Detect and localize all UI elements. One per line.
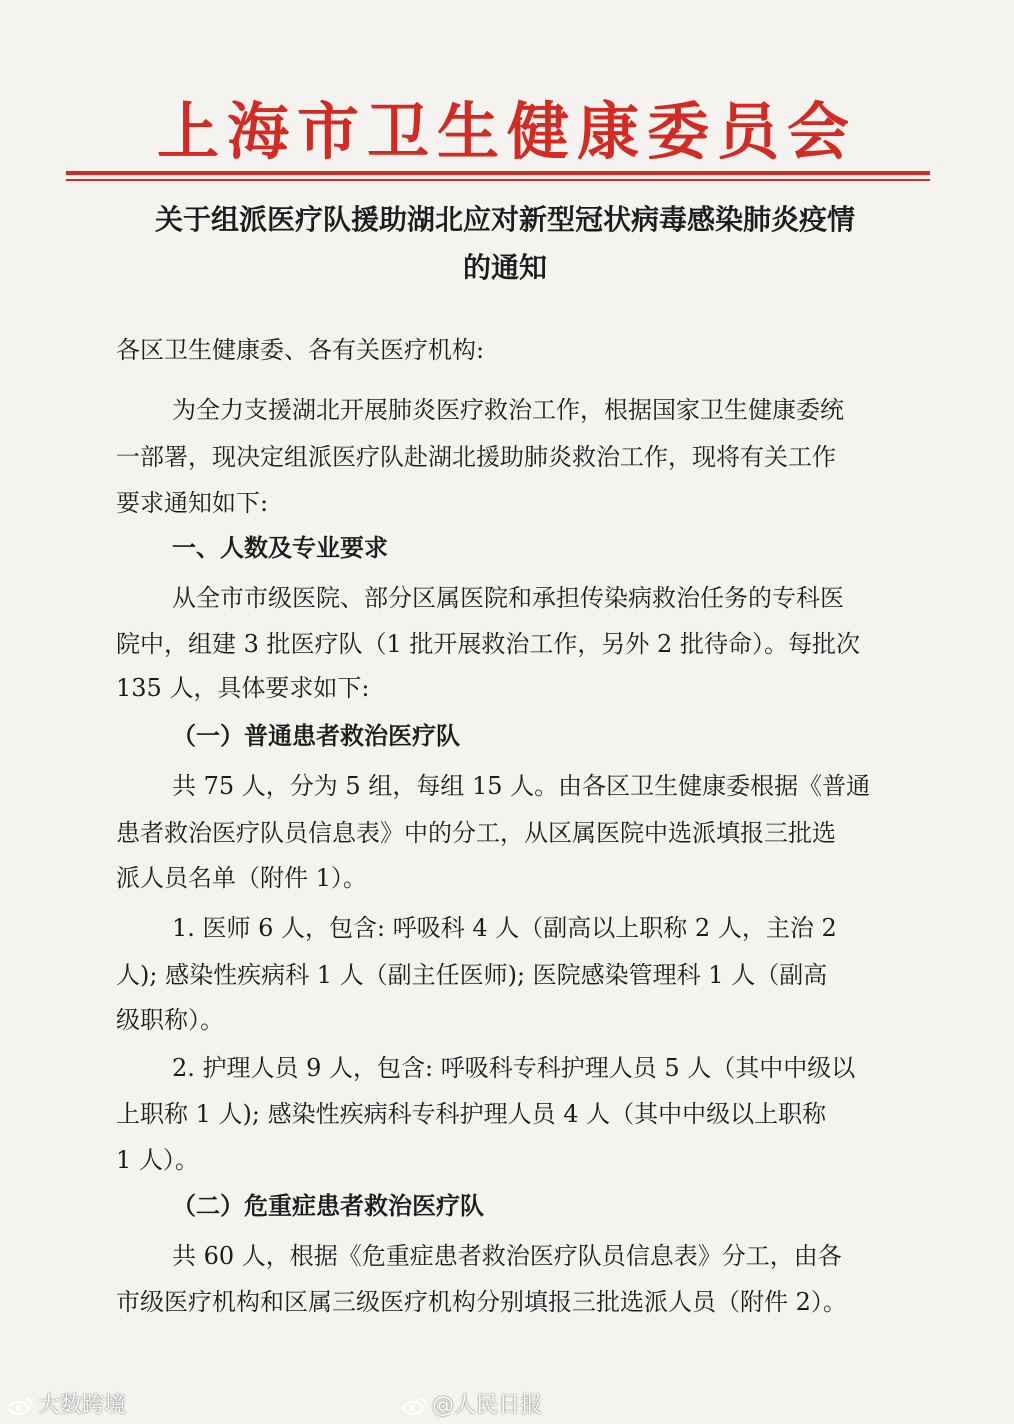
document-title (100, 196, 910, 292)
watermark-left (8, 1388, 126, 1419)
subsection-1-line-2: 患者救治医疗队员信息表》中的分工，从区属医院中选派填报三批选 (116, 819, 836, 847)
item-2-line-2: 上职称 1 人); 感染性疾病科专科护理人员 4 人（其中中级以上职称 (116, 1100, 827, 1128)
subsection-1-heading: （一）普通患者救治医疗队 (172, 722, 460, 750)
subsection-2-heading: （二）危重症患者救治医疗队 (172, 1192, 484, 1220)
red-header-rule-thin (66, 179, 930, 181)
item-2-line-1: 2. 护理人员 9 人，包含: 呼吸科专科护理人员 5 人（其中中级以 (172, 1054, 856, 1082)
item-1-line-2: 人); 感染性疾病科 1 人（副主任医师); 医院感染管理科 1 人（副高 (116, 961, 828, 989)
intro-line-1: 为全力支援湖北开展肺炎医疗救治工作，根据国家卫生健康委统 (172, 396, 844, 424)
title-line-1: 关于组派医疗队援助湖北应对新型冠状病毒感染肺炎疫情 (154, 203, 855, 236)
section-1-line-3: 135 人，具体要求如下: (116, 674, 370, 702)
watermark-center (402, 1388, 542, 1419)
weibo-icon (8, 1397, 34, 1415)
item-1-line-1: 1. 医师 6 人，包含: 呼吸科 4 人（副高以上职称 2 人，主治 2 (172, 914, 837, 942)
item-1-line-3: 级职称）。 (116, 1006, 224, 1034)
section-1-heading: 一、人数及专业要求 (172, 534, 388, 562)
red-header-rule (66, 171, 930, 175)
watermark-center-text: @人民日报 (432, 1393, 543, 1418)
organization-header: 上海市卫生健康委员会 (156, 95, 857, 168)
weibo-icon (402, 1397, 428, 1415)
salutation: 各区卫生健康委、各有关医疗机构: (116, 336, 485, 364)
subsection-2-line-1: 共 60 人，根据《危重症患者救治医疗队员信息表》分工，由各 (172, 1242, 842, 1270)
section-1-line-1: 从全市市级医院、部分区属医院和承担传染病救治任务的专科医 (172, 584, 844, 612)
section-1-line-2: 院中，组建 3 批医疗队（1 批开展救治工作，另外 2 批待命）。每批次 (116, 630, 860, 658)
intro-line-2: 一部署，现决定组派医疗队赴湖北援助肺炎救治工作，现将有关工作 (116, 443, 836, 471)
intro-line-3: 要求通知如下: (116, 489, 269, 517)
watermark-left-text: 大数跨境 (38, 1393, 127, 1418)
item-2-line-3: 1 人）。 (116, 1146, 199, 1174)
subsection-1-line-1: 共 75 人，分为 5 组，每组 15 人。由各区卫生健康委根据《普通 (172, 772, 871, 800)
title-line-2: 的通知 (462, 251, 547, 284)
subsection-2-line-2: 市级医疗机构和区属三级医疗机构分别填报三批选派人员（附件 2）。 (116, 1288, 847, 1316)
subsection-1-line-3: 派人员名单（附件 1）。 (116, 864, 367, 892)
